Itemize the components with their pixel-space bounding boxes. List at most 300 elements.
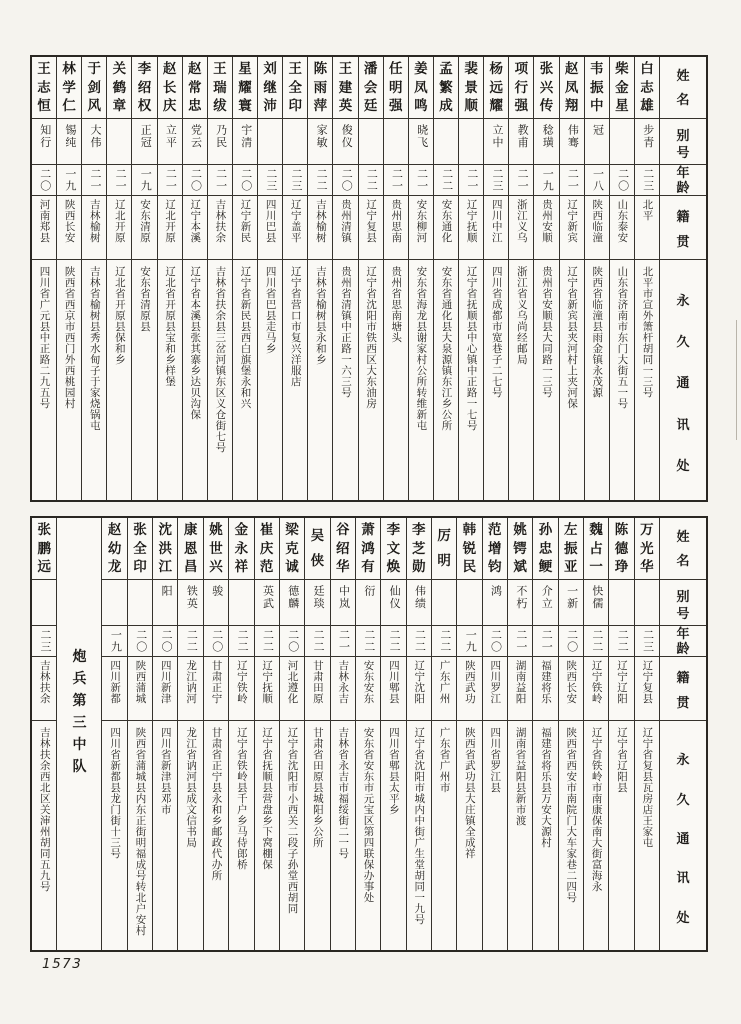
age-cell [229,626,253,657]
char: 有 [361,559,375,575]
char: 远 [489,79,503,95]
char: 继 [263,79,277,95]
char: 张 [37,522,52,538]
person-column [131,57,156,500]
char: 鸣 [414,98,428,114]
char: 白 [640,61,654,77]
vertical-text: 一九 [541,168,554,192]
name-cell [484,57,508,119]
char: 孟 [439,61,453,77]
age-cell [183,165,207,196]
vertical-text: 辽宁抚顺 [465,199,477,243]
vertical-text: 二二 [185,629,198,653]
vertical-text: 吉林省扶余县三岔河镇东区义仓街七号 [214,266,226,453]
name-cell [280,518,304,580]
address-cell [560,260,584,500]
vertical-text: 辽宁复县 [365,199,377,243]
char: 龄 [676,640,690,656]
vertical-text [676,585,689,625]
native-cell [409,196,433,260]
vertical-text: 二三 [641,168,654,192]
vertical-text: 二一 [516,168,529,192]
vertical-text: 陕西省临潼县雨金镇永茂源 [591,266,603,398]
char: 锷 [513,540,527,556]
vertical-text [640,518,654,579]
alias-cell [359,119,383,165]
address-cell [585,260,609,500]
vertical-text: 二二 [590,629,603,653]
person-column [282,57,307,500]
name-cell [508,518,532,580]
char: 强 [388,98,403,114]
vertical-text [285,518,299,579]
alias-cell [635,580,659,626]
vertical-text: 二一 [114,168,127,192]
char: 年 [676,165,690,181]
vertical-text: 辽宁省抚顺县营盘乡下窝棚保 [261,727,273,870]
vertical-text: 吉林省榆树县永和乡 [314,266,326,365]
vertical-text [213,57,227,118]
vertical-text [163,57,177,118]
age-cell [533,626,557,657]
name-cell [509,57,533,119]
char: 三 [72,716,87,731]
char: 姓 [676,528,690,544]
native-cell [381,657,405,721]
char: 第 [72,694,87,709]
char: 赵 [162,61,177,77]
vertical-text [188,57,202,118]
age-cell [107,165,131,196]
person-column [608,518,633,950]
vertical-text: 吉林永吉 [337,660,349,704]
vertical-text: 山东泰安 [616,199,628,243]
address-cell [409,260,433,500]
address-cell [331,721,355,950]
vertical-text: 一九 [139,168,152,192]
char: 永 [234,540,249,556]
header-name [660,57,706,119]
char: 赵 [107,522,122,538]
name-cell [204,518,228,580]
header-age [660,165,706,196]
native-cell [128,657,152,721]
person-column [482,518,507,950]
vertical-text [389,57,403,118]
vertical-text: 浙江义乌 [515,199,527,243]
name-cell [158,57,182,119]
alias-cell [229,580,253,626]
vertical-text: 贵州省思南塘头 [390,266,402,343]
address-cell [183,260,207,500]
person-column [533,57,558,500]
name-cell [457,518,481,580]
native-cell [560,196,584,260]
char: 赵 [564,61,579,77]
header-native [660,196,706,260]
native-cell [384,196,408,260]
age-cell [333,165,357,196]
vertical-text: 二一 [164,168,177,192]
person-column [507,518,532,950]
char: 萧 [361,522,375,538]
alias-cell [407,580,431,626]
vertical-text [57,518,101,950]
vertical-text: 二〇 [189,168,202,192]
vertical-text: 吉林扶余西北区关渖州胡同五九号 [38,727,50,892]
char: 章 [112,98,127,114]
vertical-text: 陕西长安 [565,660,577,704]
vertical-text: 骏 [210,585,223,598]
age-cell [509,165,533,196]
char: 庆 [162,98,177,114]
vertical-text [676,727,689,950]
native-cell [635,657,659,721]
age-cell [609,626,633,657]
char: 张 [539,61,554,77]
person-column [406,518,431,950]
vertical-text: 安东清原 [138,199,150,243]
char: 沈 [158,522,173,538]
char: 魏 [589,522,603,538]
char: 姜 [414,61,428,77]
native-cell [57,196,81,260]
vertical-text: 辽宁新民 [239,199,251,243]
vertical-text: 立平 [164,124,177,149]
char: 文 [386,540,401,556]
address-cell [484,260,508,500]
alias-cell [585,119,609,165]
address-cell [434,260,458,500]
address-cell [534,260,558,500]
vertical-text: 湖南益阳 [514,660,526,704]
alias-cell [384,119,408,165]
char: 姚 [513,522,527,538]
char: 号 [676,606,690,622]
native-cell [208,196,232,260]
vertical-text: 知行 [38,124,51,149]
native-cell [132,196,156,260]
vertical-text [263,57,277,118]
vertical-text: 家敏 [315,124,328,149]
vertical-text: 安东省通化县大泉源镇东江乡公所 [440,266,452,431]
vertical-text: 二二 [365,168,378,192]
age-cell [158,165,182,196]
age-cell [233,165,257,196]
vertical-text [540,57,554,118]
header-age [660,626,706,657]
vertical-text: 伟骞 [566,124,579,149]
vertical-text [387,518,401,579]
vertical-text: 二三 [289,168,302,192]
char: 一 [589,559,603,575]
address-cell [533,721,557,950]
vertical-text: 辽宁省沈阳市城内中街广生堂胡同一九号 [413,727,425,925]
vertical-text: 二〇 [160,629,173,653]
char: 远 [37,559,52,575]
char: 勋 [411,559,426,575]
native-cell [509,196,533,260]
alias-cell [434,119,458,165]
char: 绂 [213,98,227,114]
age-cell [258,165,282,196]
person-column [458,57,483,500]
alias-cell [102,580,126,626]
vertical-text: 吉林榆树 [314,199,326,243]
vertical-text: 北平 [641,199,653,221]
alias-cell [183,119,207,165]
vertical-text: 辽宁本溪 [189,199,201,243]
header-address [660,260,706,500]
vertical-text [37,57,51,118]
person-column [152,518,177,950]
age-cell [102,626,126,657]
char: 庆 [259,540,274,556]
vertical-text [62,57,76,118]
native-cell [483,657,507,721]
alias-cell [128,580,152,626]
vertical-text [464,57,478,118]
address-cell [359,260,383,500]
vertical-text: 辽北开原 [164,199,176,243]
vertical-text: 福建将乐 [539,660,551,704]
char: 李 [137,61,152,77]
char: 久 [676,791,690,807]
vertical-text: 四川省巴县走马乡 [264,266,276,354]
vertical-text [288,57,302,118]
native-cell [610,196,634,260]
char: 韩 [462,522,477,538]
alias-cell [308,119,332,165]
name-cell [434,57,458,119]
native-cell [333,196,357,260]
roster-table-upper [30,55,708,502]
vertical-text: 陕西长安 [63,199,75,243]
char: 范 [488,522,502,538]
char: 增 [488,540,502,556]
vertical-text [138,57,152,118]
vertical-text: 陕西临潼 [591,199,603,243]
vertical-text: 辽宁盖平 [289,199,301,243]
alias-cell [584,580,608,626]
vertical-text [184,518,198,579]
person-column [279,518,304,950]
vertical-text [564,518,578,579]
vertical-text: 四川省新都县龙门街十三号 [109,727,121,859]
name-cell [183,57,207,119]
char: 克 [285,540,299,556]
char: 幼 [107,540,122,556]
name-cell [584,518,608,580]
vertical-text: 介立 [540,585,553,610]
vertical-text [676,57,689,118]
vertical-text [439,57,453,118]
vertical-text [565,57,579,118]
section-title-column [56,518,101,950]
char: 于 [87,61,101,77]
address-cell [128,721,152,950]
vertical-text: 辽宁省本溪县张其寨乡达贝沟保 [189,266,201,420]
person-column [177,518,202,950]
person-column [307,57,332,500]
native-cell [359,196,383,260]
vertical-text: 辽宁新宾 [566,199,578,243]
vertical-text: 广东省广州市 [438,727,450,793]
vertical-text: 浙江省义乌尚经邮局 [515,266,527,365]
vertical-text: 吉林榆树 [88,199,100,243]
char: 任 [388,61,403,77]
vertical-text: 辽宁省复县瓦房店王家屯 [641,727,653,848]
char: 常 [187,79,202,95]
native-cell [283,196,307,260]
age-cell [384,165,408,196]
char: 万 [640,522,654,538]
vertical-text: 四川中江 [490,199,502,243]
vertical-text [339,57,353,118]
name-cell [409,57,433,119]
vertical-text: 二二 [312,629,325,653]
name-cell [153,518,177,580]
vertical-text: 辽宁省新民县西白旗堡永和兴 [239,266,251,409]
char: 韦 [589,61,604,77]
alias-cell [32,580,56,626]
char: 焕 [386,559,401,575]
vertical-text: 辽北省开原县宝和乡样堡 [164,266,176,387]
address-cell [57,260,81,500]
vertical-text: 大伟 [88,124,101,149]
name-cell [384,57,408,119]
native-cell [407,657,431,721]
person-column [257,57,282,500]
name-cell [132,57,156,119]
char: 杨 [489,61,503,77]
char: 项 [514,61,529,77]
native-cell [255,657,279,721]
address-cell [584,721,608,950]
vertical-text: 二三 [641,629,654,653]
vertical-text: 辽宁省沈阳市小西关二段子孙堂西胡同 [286,727,298,914]
vertical-text: 二一 [390,168,403,192]
age-cell [308,165,332,196]
char: 昌 [183,559,198,575]
native-cell [229,657,253,721]
vertical-text: 仙仪 [388,585,401,610]
age-cell [459,165,483,196]
char: 龙 [107,559,122,575]
vertical-text: 二二 [616,629,629,653]
alias-cell [283,119,307,165]
vertical-text [539,518,553,579]
char: 光 [640,540,654,556]
native-cell [82,196,106,260]
age-cell [32,165,56,196]
address-cell [153,721,177,950]
vertical-text: 辽宁沈阳 [413,660,425,704]
vertical-text: 辽北省开原县保和乡 [113,266,125,365]
age-cell [432,626,456,657]
vertical-text [260,518,274,579]
address-cell [32,260,56,500]
age-cell [356,626,380,657]
native-cell [585,196,609,260]
name-cell [32,57,56,119]
vertical-text [209,518,223,579]
address-cell [255,721,279,950]
char: 名 [676,553,690,569]
char: 刘 [263,61,277,77]
char: 诚 [285,559,299,575]
native-cell [153,657,177,721]
alias-cell [533,580,557,626]
vertical-text: 辽宁铁岭 [235,660,247,704]
alias-cell [534,119,558,165]
char: 仁 [62,98,76,114]
char: 王 [213,61,227,77]
vertical-text: 贵州清镇 [339,199,351,243]
address-cell [107,260,131,500]
vertical-text: 甘肃省田原县城阳乡公所 [311,727,323,848]
vertical-text: 正冠 [139,124,152,149]
native-cell [635,196,659,260]
vertical-text: 四川巴县 [264,199,276,243]
char: 中 [589,98,604,114]
person-column [232,57,257,500]
char: 关 [112,61,127,77]
name-cell [308,57,332,119]
person-column [157,57,182,500]
vertical-text: 四川郫县 [387,660,399,704]
vertical-text: 北平市宣外箫杆胡同一三号 [641,266,653,398]
char: 钧 [488,559,502,575]
name-cell [381,518,405,580]
person-column [431,518,456,950]
age-cell [409,165,433,196]
header-native [660,657,706,721]
char: 权 [137,98,152,114]
name-cell [82,57,106,119]
vertical-text: 阳 [160,585,173,598]
vertical-text: 四川省成都市宽巷子二七号 [490,266,502,398]
char: 别 [676,588,690,604]
person-column [584,57,609,500]
native-cell [459,196,483,260]
native-cell [178,657,202,721]
native-cell [457,657,481,721]
vertical-text: 贵州省清镇中正路一六三号 [339,266,351,398]
vertical-text [589,518,603,579]
char: 英 [338,98,353,114]
alias-cell [233,119,257,165]
char: 廷 [363,98,378,114]
name-cell [407,518,431,580]
char: 印 [288,98,302,114]
char: 风 [87,98,101,114]
vertical-text: 一新 [565,585,578,610]
vertical-text: 陕西武功 [463,660,475,704]
person-column [182,57,207,500]
age-cell [255,626,279,657]
vertical-text: 四川省广元县中正路二九五号 [38,266,50,409]
char: 永 [676,293,690,309]
alias-cell [610,119,634,165]
page-number: 1573 [42,956,83,972]
char: 年 [676,626,690,642]
vertical-text: 二二 [236,629,249,653]
vertical-text: 四川省郫县太平乡 [387,727,399,815]
vertical-text [238,57,252,118]
char: 锐 [462,540,477,556]
char: 瑞 [213,79,227,95]
